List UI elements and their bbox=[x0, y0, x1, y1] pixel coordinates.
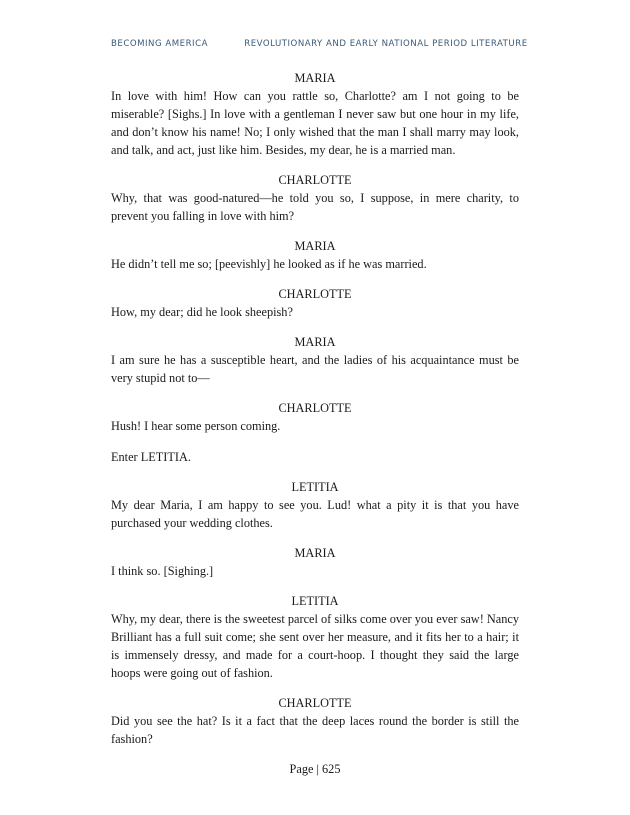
dialogue-block bbox=[111, 172, 519, 225]
speaker-name: CHARLOTTE bbox=[278, 173, 352, 187]
speaker-name: MARIA bbox=[294, 546, 336, 560]
speaker-name: MARIA bbox=[294, 71, 336, 85]
speaker-name: LETITIA bbox=[291, 480, 339, 494]
speech-text: Why, that was good-natured—he told you so, I suppose, in mere charity, to prevent you falling in love with him? bbox=[111, 191, 519, 223]
dialogue-block bbox=[111, 593, 519, 682]
speaker-name: LETITIA bbox=[291, 594, 339, 608]
speaker-name: MARIA bbox=[294, 335, 336, 349]
speech-text: In love with him! How can you rattle so, Charlotte? am I not going to be miserable? [Sighs.] In love with a gentleman I never saw but one hour in my life, and don’t know his name! No; I only wished that the man I shall marry may look, and talk, and act, just like him. Besides, my dear, he is a married man. bbox=[111, 89, 519, 157]
speaker-name: CHARLOTTE bbox=[278, 696, 352, 710]
speech-text: Did you see the hat? Is it a fact that the deep laces round the border is still the fashion? bbox=[111, 714, 519, 746]
speaker-name: CHARLOTTE bbox=[278, 287, 352, 301]
dialogue-block bbox=[111, 286, 519, 321]
speech-text: My dear Maria, I am happy to see you. Lud! what a pity it is that you have purchased your wedding clothes. bbox=[111, 498, 519, 530]
speech-text: Why, my dear, there is the sweetest parcel of silks come over you ever saw! Nancy Brilliant has a full suit come; she sent over her measure, and it fits her to a hair; it is immensely dressy, and made for a court-hoop. I thought they said the large hoops were going out of fashion. bbox=[111, 612, 519, 680]
dialogue-block bbox=[111, 238, 519, 273]
speech-text: I am sure he has a susceptible heart, and the ladies of his acquaintance must be very stupid not to— bbox=[111, 353, 519, 385]
dialogue-block bbox=[111, 695, 519, 748]
header-section-title: REVOLUTIONARY AND EARLY NATIONAL PERIOD LITERATURE bbox=[244, 39, 528, 49]
running-header bbox=[111, 39, 528, 49]
stage-direction: Enter LETITIA. bbox=[111, 450, 191, 464]
dialogue-block bbox=[111, 400, 519, 435]
dialogue-block bbox=[111, 334, 519, 387]
speaker-name: CHARLOTTE bbox=[278, 401, 352, 415]
dialogue-block bbox=[111, 545, 519, 580]
speech-text: I think so. [Sighing.] bbox=[111, 564, 214, 578]
page-number: Page | 625 bbox=[289, 762, 341, 776]
speech-text: How, my dear; did he look sheepish? bbox=[111, 305, 293, 319]
speech-text: Hush! I hear some person coming. bbox=[111, 419, 281, 433]
dialogue-block bbox=[111, 70, 519, 159]
dialogue-block bbox=[111, 479, 519, 532]
speaker-name: MARIA bbox=[294, 239, 336, 253]
play-text bbox=[111, 70, 519, 761]
speech-text: He didn’t tell me so; [peevishly] he looked as if he was married. bbox=[111, 257, 427, 271]
header-series-title: BECOMING AMERICA bbox=[111, 39, 208, 49]
